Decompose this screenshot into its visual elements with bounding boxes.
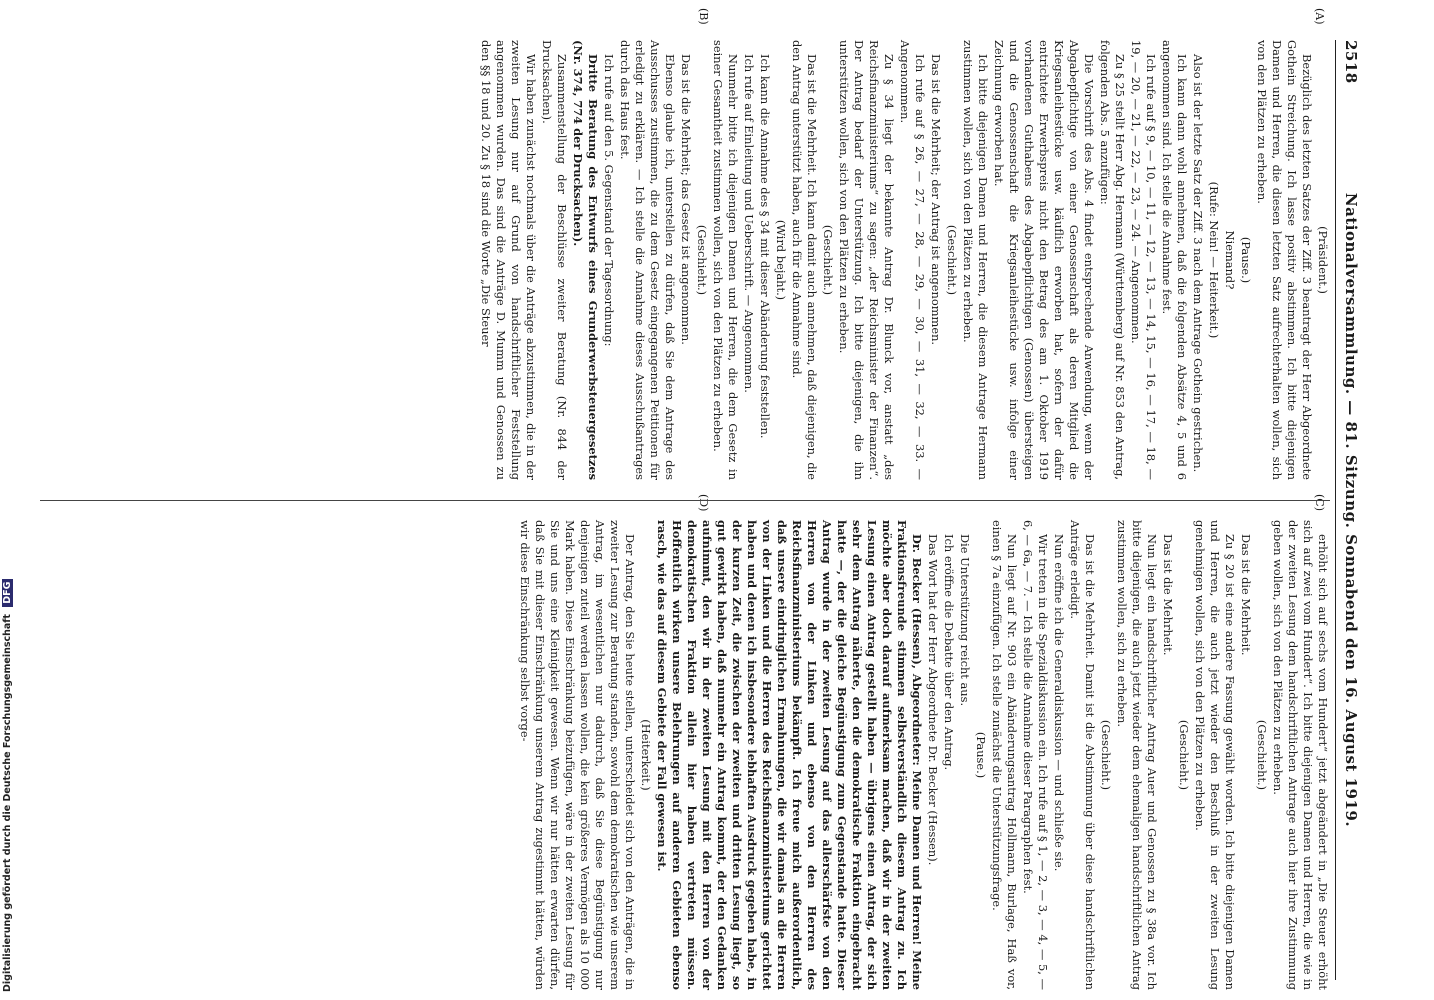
page-number: 2518 — [1342, 40, 1360, 84]
paragraph: (Pause.) — [974, 731, 988, 779]
paragraph: Ich rufe auf § 26, — 27, — 28, — 29, — 30, — 31, — 32, — 33. — Angenommen. — [898, 40, 927, 480]
paragraph: (Geschieht.) — [1099, 719, 1113, 791]
paragraph: (Pause.) — [1239, 236, 1253, 284]
paragraph: (Heiterkeit.) — [639, 719, 653, 791]
paragraph: erhöht sich auf sechs vom Hundert“ jetzt abgeändert in „Die Steuer erhöht sich auf zwei vom Hundert“. Ich bitte diejenigen Damen und Herren, die wie in der zweiten Lesung dem handschriftlichen Antrage auch hier ihre Zustimmung geben wollen, sich von den Plätzen zu erheben. — [1271, 520, 1330, 990]
paragraph: (Geschieht.) — [1177, 719, 1191, 791]
paragraph: (Geschieht.) — [695, 224, 709, 296]
paragraph: Ich kann dann wohl annehmen, daß die folgenden Absätze 4, 5 und 6 angenommen sind. Ich stelle die Annahme fest. — [1160, 40, 1189, 480]
paragraph: Das ist die Mehrheit. — [1161, 534, 1175, 656]
paragraph: Ich rufe auf § 9, — 10, — 11, — 12, — 13, — 14, 15, — 16, — 17, — 18, — 19, — 20, — 21, — 22, — 23, — 24. — Angenommen. — [1129, 40, 1158, 480]
page-header — [1338, 40, 1360, 980]
margin-marker-b: (B) — [697, 8, 710, 25]
right-column — [40, 520, 1330, 990]
paragraph: Zu § 25 stellt Herr Abg. Hermann (Württemberg) auf Nr. 853 den Antrag, folgenden Abs. 5 anzufügen: — [1098, 40, 1127, 480]
paragraph: Ich eröffne die Debatte über den Antrag. — [942, 534, 956, 771]
margin-marker-c: (C) — [1313, 494, 1326, 511]
paragraph: Das Wort hat der Herr Abgeordnete Dr. Becker (Hessen). — [926, 534, 940, 866]
paragraph: Dritte Beratung des Entwurfs eines Grunderwerbsteuergesetzes (Nr. 374, 774 der Drucksachen). — [571, 40, 600, 480]
paragraph: Wir haben zunächst nochmals über die Anträge abzustimmen, die in der zweiten Lesung nur auf Grund von handschriftlicher Feststellung angenommen wurden. Das sind die Anträge D. Mumm und Genossen zu den §§ 18 und 20. Zu § 18 sind die Worte „Die Steuer — [479, 40, 538, 480]
paragraph: (Rufe: Nein! — Heiterkeit.) — [1207, 181, 1221, 339]
paragraph: (Geschieht.) — [945, 224, 959, 296]
paragraph: Nun liegt auf Nr. 903 ein Abänderungsantrag Hollmann, Burlage, Haß vor, einen § 7a einzufügen. Ich stelle zunächst die Unterstützungsfrage. — [990, 520, 1019, 990]
paragraph: Nunmehr bitte ich diejenigen Damen und Herren, die dem Gesetz in seiner Gesamtheit zustimmen wollen, sich von den Plätzen zu erheben. — [711, 40, 740, 480]
paragraph: Dr. Becker (Hessen), Abgeordneter: Meine Damen und Herren! Meine Fraktionsfreunde stimmen selbstverständlich diesem Antrag zu. Ich möchte aber doch darauf aufmerksam machen, daß wir in der zweiten Lesung einen Antrag gestellt haben — übrigens einen Antrag, der sich sehr dem Antrag näherte, den die demokratische Fraktion eingebracht hatte —, der die gleiche Begünstigung zum Gegenstande hatte. Dieser Antrag wurde in der zweiten Lesung auf das allerschärfste von den Herren von der Linken und ebenso von den Herren des Reichsfinanzministeriums bekämpft. Ich freue mich außerordentlich, daß unsere eindringlichen Ermahnungen, die wir damals an die Herren von der Linken und die Herren des Reichsfinanzministeriums gerichtet haben und denen ich insbesondere lebhaften Ausdruck gegeben habe, in der kurzen Zeit, die zwischen der zweiten und dritten Lesung liegt, so gut gewirkt haben, daß nunmehr ein Antrag kommt, der den Gedanken aufnimmt, den wir in der zweiten Lesung mit den Herren von der demokratischen Fraktion allein hier haben vertreten müssen. Hoffentlich wirken unsere Belehrungen auf anderen Gebieten ebenso rasch, wie das auf diesem Gebiete der Fall gewesen ist. — [655, 520, 924, 990]
paragraph: Ich rufe auf den 5. Gegenstand der Tagesordnung: — [602, 54, 616, 347]
paragraph: Wir treten in die Spezialdiskussion ein. Ich rufe auf § 1, — 2, — 3, — 4, — 5, — 6, — 6a, — 7. — Ich stelle die Annahme dieser Paragraphen fest. — [1021, 520, 1050, 990]
paragraph: Niemand? — [1223, 230, 1237, 290]
paragraph: Zu § 20 ist eine andere Fassung gewählt worden. Ich bitte diejenigen Damen und Herren, die auch jetzt wieder den Beschluß in der zweiten Lesung genehmigen wollen, sich von den Plätzen zu erheben. — [1193, 520, 1237, 990]
paragraph: Nun liegt ein handschriftlicher Antrag Auer und Genossen zu § 38a vor. Ich bitte diejenigen, die auch jetzt wieder dem ehemaligen handschriftlichen Antrag zustimmen wollen, sich zu erheben. — [1115, 520, 1159, 990]
dfg-logo: DFG — [2, 579, 13, 607]
paragraph: (Wird bejaht.) — [774, 219, 788, 301]
paragraph: (Geschieht.) — [1255, 719, 1269, 791]
margin-marker-a: (A) — [1313, 8, 1326, 25]
header-rule — [1335, 40, 1336, 980]
paragraph: Ich kann die Annahme des § 34 mit dieser Abänderung feststellen. — [758, 54, 772, 439]
paragraph: (Präsident.) — [1316, 226, 1330, 294]
page-title: Nationalversammlung. — 81. Sitzung. Sonnabend den 16. August 1919. — [1342, 192, 1360, 828]
paragraph: Das ist die Mehrheit. — [1239, 534, 1253, 656]
paragraph: Der Antrag, den Sie heute stellen, unterscheidet sich von den Anträgen, die in zweiter Lesung zur Beratung standen, sowohl dem demokratischen wie unserem Antrag, im wesentlichen nur dadurch, daß Sie diese Begünstigung nur denjenigen zuteil werden lassen wollen, die kein größeres Vermögen als 10 000 Mark haben. Diese Einschränkung beizufügen, wäre in der zweiten Lesung für Sie und uns eine Kleinigkeit gewesen. Wenn wir nur hätten erwarten dürfen, daß Sie mit dieser Einschränkung unserem Antrag zugestimmt hätten, würden wir diese Einschränkung selbst vorge- — [518, 520, 637, 990]
paragraph: Ich rufe auf Einleitung und Ueberschrift. — Angenommen. — [742, 54, 756, 393]
paragraph: Zu § 34 liegt der bekannte Antrag Dr. Blunck vor, anstatt „des Reichsfinanzministeriums“ zu sagen: „der Reichsminister der Finanzen“. Der Antrag bedarf der Unterstützung. Ich bitte diejenigen, die ihn unterstützen wollen, sich von den Plätzen zu erheben. — [837, 40, 896, 480]
paragraph: Das ist die Mehrheit; das Gesetz ist angenommen. — [679, 54, 693, 345]
margin-marker-d: (D) — [697, 494, 710, 512]
footer-credit: Digitalisierung gefördert durch die Deutsche Forschungsgemeinschaft — [2, 614, 13, 992]
paragraph: Ebenso glaube ich, unterstellen zu dürfen, daß Sie dem Antrage des Ausschusses zustimmen, die zu dem Gesetz eingegangenen Petitionen für erledigt zu erklären. — Ich stelle die Annahme dieses Ausschußantrages durch das Haus fest. — [618, 40, 677, 480]
paragraph: Nun eröffne ich die Generaldiskussion — und schließe sie. — [1052, 534, 1066, 872]
paragraph: (Geschieht.) — [821, 224, 835, 296]
paragraph: Das ist die Mehrheit; der Antrag ist angenommen. — [929, 54, 943, 346]
paragraph: Bezüglich des letzten Satzes der Ziff. 3 beantragt der Herr Abgeordnete Gothein Streichung. Ich lasse positiv abstimmen. Ich bitte diejenigen Damen und Herren, die diesen letzten Satz aufrechterhalten wollen, sich von den Plätzen zu erheben. — [1255, 40, 1314, 480]
paragraph: Das ist die Mehrheit. Damit ist die Abstimmung über diese handschriftlichen Anträge erledigt. — [1068, 520, 1097, 990]
paragraph: Die Unterstützung reicht aus. — [958, 534, 972, 707]
column-separator — [40, 500, 1330, 501]
paragraph: Die Vorschrift des Abs. 4 findet entsprechende Anwendung, wenn der Abgabepflichtige von einer Genossenschaft als deren Mitglied die Kriegsanleihestücke usw. käuflich erworben hat, sofern der dafür entrichtete Erwerbspreis nicht den Betrag des am 1. Oktober 1919 vorhandenen Guthabens des Abgabepflichtigen (Genossen) übersteigen und die Genossenschaft die Kriegsanleihestücke usw. infolge einer Zeichnung erworben hat. — [992, 40, 1096, 480]
paragraph: Ich bitte diejenigen Damen und Herren, die diesem Antrage Hermann zustimmen wollen, sich von den Plätzen zu erheben. — [961, 40, 990, 480]
left-column — [40, 40, 1330, 480]
paragraph: Zusammenstellung der Beschlüsse zweiter Beratung (Nr. 844 der Drucksachen). — [540, 40, 569, 480]
paragraph: Also ist der letzte Satz der Ziff. 3 nach dem Antrage Gothein gestrichen. — [1191, 54, 1205, 473]
paragraph: Das ist die Mehrheit. Ich kann damit auch annehmen, daß diejenigen, die den Antrag unterstützt haben, auch für die Annahme sind. — [790, 40, 819, 480]
